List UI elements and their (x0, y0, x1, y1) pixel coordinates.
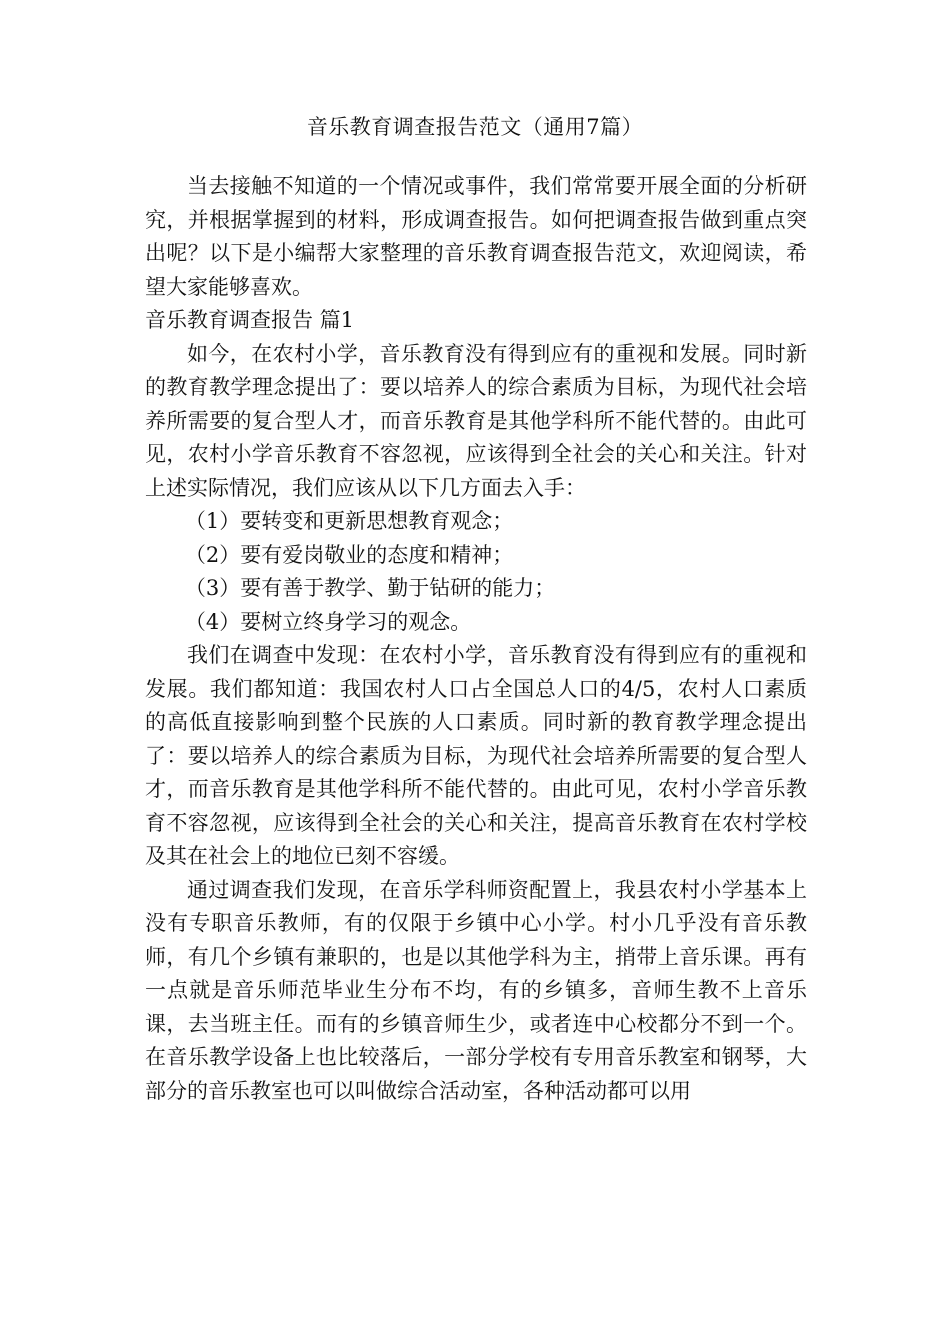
list-item-2: （2）要有爱岗敬业的态度和精神； (184, 542, 514, 567)
section-heading: 音乐教育调查报告 篇1 (145, 308, 355, 332)
list-item-4: （4）要树立终身学习的观念。 (184, 609, 472, 634)
body-paragraph-3: 通过调查我们发现，在音乐学科师资配置上，我县农村小学基本上没有专职音乐教师，有的仅限于乡镇中心小学。村小几乎没有音乐教师，有几个乡镇有兼职的，也是以其他学科为主，捎带上音乐课。再有一点就是音乐师范毕业生分布不均，有的乡镇多，音师生教不上音乐课，去当班主任。而有的乡镇音师生少，或者连中心校都分不到一个。在音乐教学设备上也比较落后，一部分学校有专用音乐教室和钢琴，大部分的音乐教室也可以叫做综合活动室，各种活动都可以用 (145, 877, 807, 1103)
list-item-3: （3）要有善于教学、勤于钻研的能力； (184, 576, 556, 600)
document-title: 音乐教育调查报告范文（通用7篇） (306, 115, 644, 139)
body-paragraph-1: 如今，在农村小学，音乐教育没有得到应有的重视和发展。同时新的教育教学理念提出了：要以培养人的综合素质为目标，为现代社会培养所需要的复合型人才，而音乐教育是其他学科所不能代替的。由此可见，农村小学音乐教育不容忽视，应该得到全社会的关心和关注。针对上述实际情况，我们应该从以下几方面去入手： (145, 341, 807, 500)
list-item-1: （1）要转变和更新思想教育观念； (184, 509, 514, 533)
intro-paragraph: 当去接触不知道的一个情况或事件，我们常常要开展全面的分析研究，并根据掌握到的材料，形成调查报告。如何把调查报告做到重点突出呢？以下是小编帮大家整理的音乐教育调查报告范文，欢迎阅读，希望大家能够喜欢。 (145, 174, 807, 299)
document-body (145, 170, 807, 1108)
body-paragraph-2: 我们在调查中发现：在农村小学，音乐教育没有得到应有的重视和发展。我们都知道：我国农村人口占全国总人口的4/5，农村人口素质的高低直接影响到整个民族的人口素质。同时新的教育教学理念提出了：要以培养人的综合素质为目标，为现代社会培养所需要的复合型人才，而音乐教育是其他学科所不能代替的。由此可见，农村小学音乐教育不容忽视，应该得到全社会的关心和关注，提高音乐教育在农村学校及其在社会上的地位已刻不容缓。 (145, 643, 807, 868)
